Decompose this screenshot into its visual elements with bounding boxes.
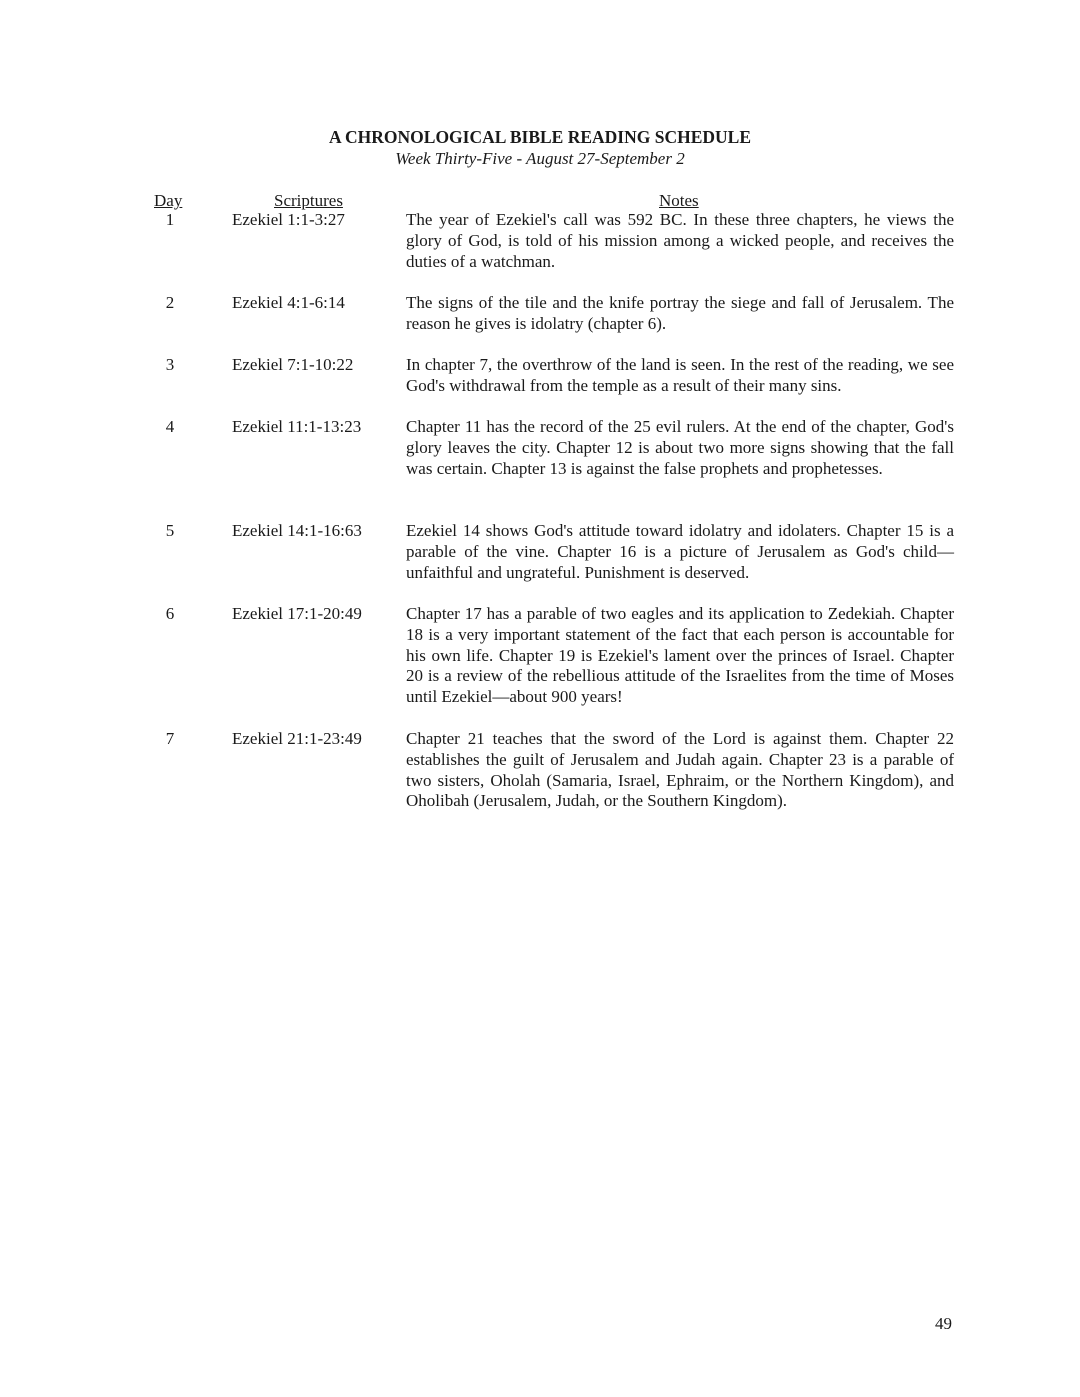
row-notes: In chapter 7, the overthrow of the land is seen. In the rest of the reading, we see God's withdrawal from the temple as a result of their many sins. xyxy=(406,355,954,395)
row-notes: Chapter 17 has a parable of two eagles and its application to Zedekiah. Chapter 18 is a very important statement of the fact that each person is accountable for his own life. Chapter 19 is Ezekiel's lament over the princes of Israel. Chapter 20 is a review of the rebellious attitude of the Israelites from the time of Moses until Ezekiel—about 900 years! xyxy=(406,604,954,707)
row-scriptures: Ezekiel 11:1-13:23 xyxy=(232,417,362,436)
row-scriptures: Ezekiel 21:1-23:49 xyxy=(232,729,362,748)
row-notes: The year of Ezekiel's call was 592 BC. In these three chapters, he views the glory of God, is told of his mission among a wicked people, and receives the duties of a watchman. xyxy=(406,210,954,271)
row-scriptures: Ezekiel 17:1-20:49 xyxy=(232,604,362,623)
row-notes: The signs of the tile and the knife portray the siege and fall of Jerusalem. The reason he gives is idolatry (chapter 6). xyxy=(406,293,954,333)
row-notes: Chapter 21 teaches that the sword of the Lord is against them. Chapter 22 establishes the guilt of Jerusalem and Judah again. Chapter 23 is a parable of two sisters, Oholah (Samaria, Israel, Ephraim, or the Northern Kingdom), and Oholibah (Jerusalem, Judah, or the Southern Kingdom). xyxy=(406,729,954,811)
header-notes: Notes xyxy=(659,191,699,210)
column-headers xyxy=(0,190,1080,211)
row-notes: Ezekiel 14 shows God's attitude toward idolatry and idolaters. Chapter 15 is a parable of the vine. Chapter 16 is a picture of Jerusalem as God's child—unfaithful and ungrateful. Punishment is deserved. xyxy=(406,521,954,582)
row-notes: Chapter 11 has the record of the 25 evil rulers. At the end of the chapter, God's glory leaves the city. Chapter 12 is about two more signs showing that the fall was certain. Chapter 13 is against the false prophets and prophetesses. xyxy=(406,417,954,478)
row-day: 3 xyxy=(165,355,175,374)
header-day: Day xyxy=(154,191,183,210)
row-scriptures: Ezekiel 14:1-16:63 xyxy=(232,521,362,540)
row-day: 1 xyxy=(165,210,175,229)
row-day: 4 xyxy=(165,417,175,436)
document-subtitle: Week Thirty-Five - August 27-September 2 xyxy=(395,149,685,168)
row-day: 5 xyxy=(165,521,175,540)
header-scriptures: Scriptures xyxy=(274,191,343,210)
document-title: A CHRONOLOGICAL BIBLE READING SCHEDULE xyxy=(328,127,752,147)
row-day: 6 xyxy=(165,604,175,623)
row-scriptures: Ezekiel 4:1-6:14 xyxy=(232,293,345,312)
row-day: 7 xyxy=(165,729,175,748)
row-day: 2 xyxy=(165,293,175,312)
row-scriptures: Ezekiel 7:1-10:22 xyxy=(232,355,354,374)
row-scriptures: Ezekiel 1:1-3:27 xyxy=(232,210,345,229)
page-number: 49 xyxy=(935,1314,952,1333)
